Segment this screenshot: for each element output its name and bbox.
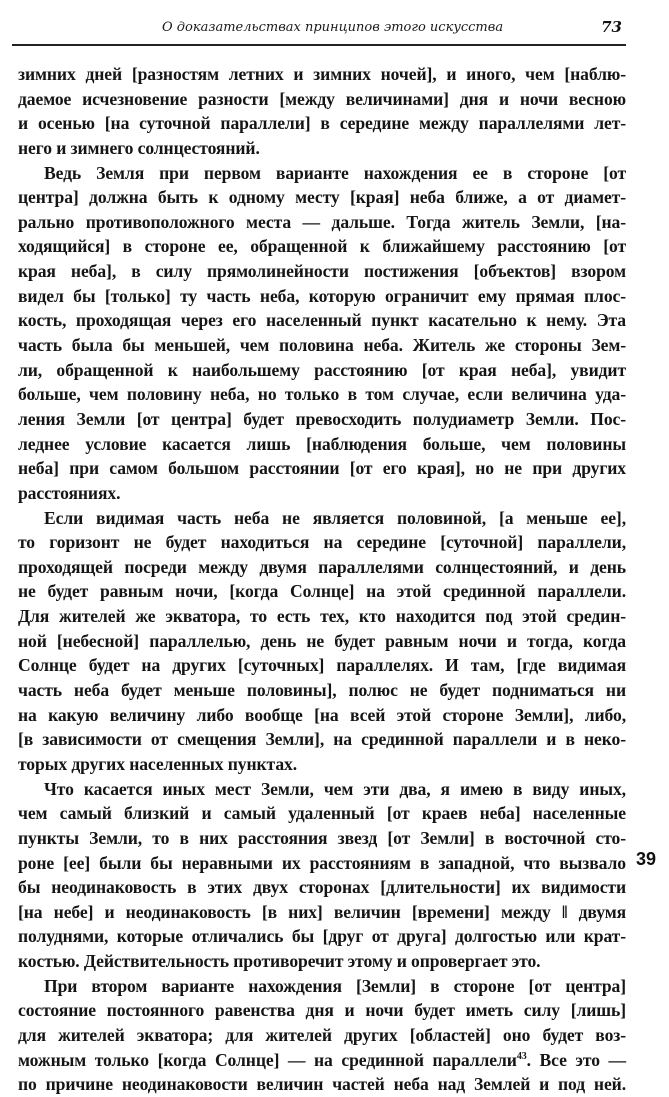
text-line: [на небе] и неодинаковость [в них] величин [времени] между ‖ двумя <box>18 901 626 922</box>
text-line: [в зависимости от смещения Земли], на срединной параллели и в неко- <box>18 729 626 750</box>
running-header-title: О доказательствах принципов этого искусства <box>162 20 504 35</box>
text-line: роне [ее] были бы неравными их расстояниям в западной, что вызвало <box>18 852 626 873</box>
footnote-reference[interactable]: 43 <box>516 1050 527 1062</box>
paragraph-start-line: Ведь Земля при первом варианте нахождения ее в стороне [от <box>44 162 626 183</box>
text-line-with-footnote <box>18 1048 626 1073</box>
margin-page-reference: 39 <box>636 849 657 869</box>
text-line: ли, обращенной к наибольшему расстоянию [от края неба], увидит <box>18 359 626 380</box>
text-line: ления Земли [от центра] будет превосходить полудиаметр Земли. Пос- <box>18 408 626 429</box>
text-line: него и зимнего солнцестояний. <box>18 137 260 158</box>
text-line: края неба], в силу прямолинейности постижения [объектов] взором <box>18 261 626 282</box>
text-line: полуднями, которые отличались бы [друг от друга] долгостью или крат- <box>18 926 626 947</box>
text-line: Для жителей же экватора, то есть тех, кто находится под этой средин- <box>18 606 626 627</box>
text-line: по причине неодинаковости величин частей неба над Землей и под ней. <box>18 1074 626 1095</box>
text-segment: . Все это — <box>526 1049 626 1070</box>
paragraph-start-line: При втором варианте нахождения [Земли] в стороне [от центра] <box>44 975 626 996</box>
text-line: на какую величину либо вообще [на всей этой стороне Земли], либо, <box>18 704 626 725</box>
text-line: для жителей экватора; для жителей других [областей] оно будет воз- <box>18 1024 626 1045</box>
paragraph-start-line: Если видимая часть неба не является половиной, [а меньше ее], <box>44 507 626 528</box>
page-number: 73 <box>601 18 622 36</box>
text-line: расстояниях. <box>18 482 121 503</box>
text-line: часть неба будет меньше половины], полюс не будет подниматься ни <box>18 680 626 701</box>
text-line: состояние постоянного равенства дня и ночи будет иметь силу [лишь] <box>18 1000 626 1021</box>
text-line: рально противоположного места — дальше. Тогда житель Земли, [на- <box>18 211 626 232</box>
text-line: костью. Действительность противоречит этому и опровергает это. <box>18 951 541 972</box>
text-line: пункты Земли, то в них расстояния звезд [от Земли] в восточной сто- <box>18 827 626 848</box>
text-line: больше, чем половину неба, но только в том случае, если величина уда- <box>18 384 626 405</box>
text-line: не будет равным ночи, [когда Солнце] на этой срединной параллели. <box>18 581 626 602</box>
text-line: ходящийся] в стороне ее, обращенной к ближайшему расстоянию [от <box>18 236 626 257</box>
text-line: часть была бы меньшей, чем половина неба. Житель же стороны Зем- <box>18 335 626 356</box>
text-line: центра] должна быть к одному месту [края] неба ближе, а от диамет- <box>18 187 626 208</box>
text-line: зимних дней [разностям летних и зимних ночей], и иного, чем [наблю- <box>18 64 626 84</box>
text-line: Солнце будет на других [суточных] параллелях. И там, [где видимая <box>18 655 626 676</box>
text-line: ной [небесной] параллелью, день не будет равным ночи и тогда, когда <box>18 630 626 651</box>
body-text <box>18 62 626 1097</box>
text-line: торых других населенных пунктах. <box>18 753 298 774</box>
text-line: кость, проходящая через его населенный пункт касательно к нему. Эта <box>18 310 626 331</box>
text-line: чем самый близкий и самый удаленный [от краев неба] населенные <box>18 803 626 824</box>
text-line: даемое исчезновение разности [между величинами] дня и ночи весною <box>18 88 626 109</box>
paragraph-start-line: Что касается иных мест Земли, чем эти два, я имею в виду иных, <box>44 778 626 799</box>
text-line: видел бы [только] ту часть неба, которую ограничит ему прямая плос- <box>18 285 626 306</box>
text-segment: можным только [когда Солнце] — на срединной параллели <box>18 1049 517 1070</box>
text-line: и осенью [на суточной параллели] в середине между параллелями лет- <box>18 113 626 134</box>
text-line: то горизонт не будет находиться на середине [суточной] параллели, <box>18 532 626 553</box>
text-line: леднее условие касается лишь [наблюдения больше, чем половины <box>18 433 626 454</box>
running-header <box>12 18 626 46</box>
text-line: проходящей посреди между двумя параллелями солнцестояний, и день <box>18 556 626 577</box>
text-line: неба] при самом большом расстоянии [от его края], но не при других <box>18 458 626 479</box>
text-line: бы неодинаковость в этих двух сторонах [длительности] их видимости <box>18 877 626 898</box>
